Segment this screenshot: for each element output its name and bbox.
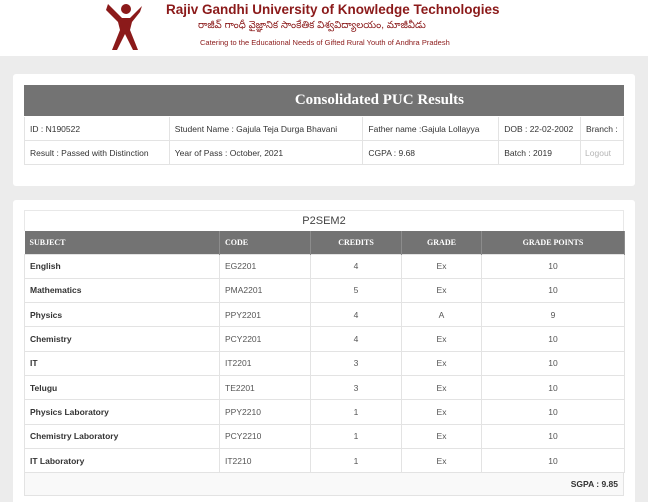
subject-cell: IT Laboratory xyxy=(25,448,220,472)
credits-cell: 4 xyxy=(311,327,402,351)
column-header-grade: GRADE xyxy=(402,231,482,254)
logout-link[interactable]: Logout xyxy=(581,141,624,165)
grade-cell: Ex xyxy=(402,254,482,278)
student-name: Student Name : Gajula Teja Durga Bhavani xyxy=(170,117,364,141)
table-row xyxy=(25,303,625,327)
code-cell: IT2210 xyxy=(220,448,311,472)
grade-cell: Ex xyxy=(402,327,482,351)
grade-points-cell: 10 xyxy=(482,351,625,375)
grade-points-cell: 10 xyxy=(482,278,625,302)
credits-cell: 4 xyxy=(311,303,402,327)
page-title: Consolidated PUC Results xyxy=(24,85,624,116)
father-name: Father name :Gajula Lollayya xyxy=(363,117,499,141)
university-name-telugu: రాజీవ్ గాంధీ వైజ్ఞానిక సాంకేతిక విశ్వవిద్యాలయం, మాజీవీడు xyxy=(198,20,426,31)
grade-cell: A xyxy=(402,303,482,327)
grade-cell: Ex xyxy=(402,448,482,472)
column-header-credits: CREDITS xyxy=(311,231,402,254)
credits-cell: 4 xyxy=(311,254,402,278)
semester-title: P2SEM2 xyxy=(24,210,624,231)
batch: Batch : 2019 xyxy=(499,141,581,165)
code-cell: PPY2210 xyxy=(220,400,311,424)
table-header-row xyxy=(25,231,625,254)
table-row xyxy=(25,424,625,448)
subject-cell: English xyxy=(25,254,220,278)
university-tagline: Catering to the Educational Needs of Gifted Rural Youth of Andhra Pradesh xyxy=(200,38,450,47)
year-of-pass: Year of Pass : October, 2021 xyxy=(170,141,364,165)
grade-cell: Ex xyxy=(402,375,482,399)
grade-cell: Ex xyxy=(402,400,482,424)
credits-cell: 1 xyxy=(311,448,402,472)
grade-points-cell: 10 xyxy=(482,375,625,399)
branch: Branch : xyxy=(581,117,624,141)
credits-cell: 3 xyxy=(311,351,402,375)
table-row xyxy=(25,327,625,351)
grade-points-cell: 10 xyxy=(482,448,625,472)
site-header xyxy=(0,0,648,56)
subject-cell: Chemistry xyxy=(25,327,220,351)
table-row xyxy=(25,351,625,375)
table-row xyxy=(25,400,625,424)
subject-cell: Physics Laboratory xyxy=(25,400,220,424)
code-cell: PMA2201 xyxy=(220,278,311,302)
code-cell: PCY2201 xyxy=(220,327,311,351)
column-header-code: CODE xyxy=(220,231,311,254)
rgukt-logo-icon xyxy=(104,0,144,52)
code-cell: EG2201 xyxy=(220,254,311,278)
credits-cell: 3 xyxy=(311,375,402,399)
code-cell: IT2201 xyxy=(220,351,311,375)
grade-cell: Ex xyxy=(402,278,482,302)
subject-cell: Mathematics xyxy=(25,278,220,302)
student-id: ID : N190522 xyxy=(25,117,170,141)
table-row xyxy=(25,375,625,399)
result-status: Result : Passed with Distinction xyxy=(25,141,170,165)
sgpa-value: SGPA : 9.85 xyxy=(24,472,624,496)
table-row xyxy=(25,254,625,278)
grade-points-cell: 10 xyxy=(482,254,625,278)
grade-points-cell: 10 xyxy=(482,327,625,351)
grade-points-cell: 10 xyxy=(482,424,625,448)
subject-cell: Chemistry Laboratory xyxy=(25,424,220,448)
student-info-row-1 xyxy=(24,117,624,141)
credits-cell: 1 xyxy=(311,400,402,424)
credits-cell: 5 xyxy=(311,278,402,302)
subject-cell: Physics xyxy=(25,303,220,327)
code-cell: PCY2210 xyxy=(220,424,311,448)
cgpa: CGPA : 9.68 xyxy=(363,141,499,165)
subject-cell: Telugu xyxy=(25,375,220,399)
grade-points-cell: 10 xyxy=(482,400,625,424)
date-of-birth: DOB : 22-02-2002 xyxy=(499,117,581,141)
code-cell: PPY2201 xyxy=(220,303,311,327)
grade-points-cell: 9 xyxy=(482,303,625,327)
column-header-grade-points: GRADE POINTS xyxy=(482,231,625,254)
subject-cell: IT xyxy=(25,351,220,375)
table-row xyxy=(25,448,625,472)
table-row xyxy=(25,278,625,302)
credits-cell: 1 xyxy=(311,424,402,448)
university-name: Rajiv Gandhi University of Knowledge Technologies xyxy=(166,2,500,17)
grades-table xyxy=(24,231,625,473)
code-cell: TE2201 xyxy=(220,375,311,399)
grade-cell: Ex xyxy=(402,351,482,375)
column-header-subject: SUBJECT xyxy=(25,231,220,254)
student-info-row-2 xyxy=(24,141,624,165)
grade-cell: Ex xyxy=(402,424,482,448)
